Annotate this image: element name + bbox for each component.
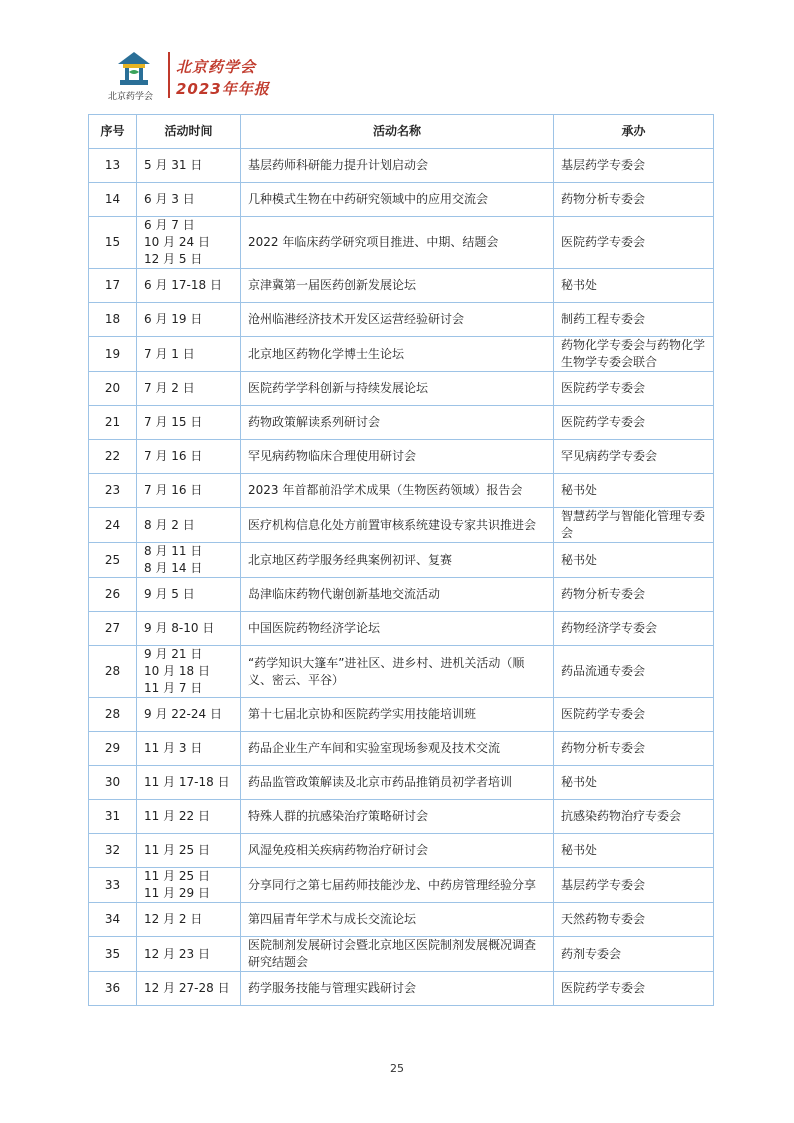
table-row [89, 612, 714, 646]
row-event-name: 药品企业生产车间和实验室现场参观及技术交流 [241, 732, 554, 766]
row-number: 15 [89, 217, 137, 269]
row-number: 17 [89, 269, 137, 303]
page-header [104, 46, 304, 104]
row-event-name: 2023 年首都前沿学术成果（生物医药领域）报告会 [241, 474, 554, 508]
society-logo-icon [114, 50, 154, 88]
row-number: 31 [89, 800, 137, 834]
row-event-name: “药学知识大篷车”进社区、进乡村、进机关活动（顺义、密云、平谷） [241, 646, 554, 698]
row-event-name: 2022 年临床药学研究项目推进、中期、结题会 [241, 217, 554, 269]
row-date: 7 月 15 日 [137, 406, 241, 440]
row-date [137, 543, 241, 578]
row-host: 药物分析专委会 [554, 578, 714, 612]
row-number: 34 [89, 903, 137, 937]
header-divider [168, 52, 170, 98]
row-event-name: 分享同行之第七届药师技能沙龙、中药房管理经验分享 [241, 868, 554, 903]
row-event-name: 中国医院药物经济学论坛 [241, 612, 554, 646]
table-row [89, 149, 714, 183]
table-row [89, 868, 714, 903]
row-date: 6 月 17-18 日 [137, 269, 241, 303]
row-date: 9 月 5 日 [137, 578, 241, 612]
table-row [89, 698, 714, 732]
row-host: 药剂专委会 [554, 937, 714, 972]
row-number: 20 [89, 372, 137, 406]
row-event-name: 第十七届北京协和医院药学实用技能培训班 [241, 698, 554, 732]
row-host: 医院药学专委会 [554, 372, 714, 406]
row-host: 智慧药学与智能化管理专委会 [554, 508, 714, 543]
row-event-name: 药学服务技能与管理实践研讨会 [241, 972, 554, 1006]
table-row [89, 800, 714, 834]
row-date: 11 月 17-18 日 [137, 766, 241, 800]
table-row [89, 543, 714, 578]
row-host: 秘书处 [554, 269, 714, 303]
row-date-line: 11 月 29 日 [144, 886, 210, 900]
row-date-line: 6 月 7 日 [144, 218, 195, 232]
row-date: 5 月 31 日 [137, 149, 241, 183]
row-host: 药物分析专委会 [554, 732, 714, 766]
table-row [89, 578, 714, 612]
row-number: 23 [89, 474, 137, 508]
row-date-line: 12 月 5 日 [144, 252, 203, 266]
table-row [89, 183, 714, 217]
row-date: 7 月 16 日 [137, 474, 241, 508]
row-event-name: 风湿免疫相关疾病药物治疗研讨会 [241, 834, 554, 868]
row-date-line: 11 月 25 日 [144, 869, 210, 883]
header-host: 承办 [554, 115, 714, 149]
row-host: 天然药物专委会 [554, 903, 714, 937]
row-host: 医院药学专委会 [554, 406, 714, 440]
table-row [89, 834, 714, 868]
row-event-name: 罕见病药物临床合理使用研讨会 [241, 440, 554, 474]
row-event-name: 医院制剂发展研讨会暨北京地区医院制剂发展概况调查研究结题会 [241, 937, 554, 972]
table-header-row [89, 115, 714, 149]
row-date: 7 月 1 日 [137, 337, 241, 372]
row-date [137, 868, 241, 903]
table-row [89, 217, 714, 269]
header-seq: 序号 [89, 115, 137, 149]
page-number: 25 [390, 1062, 404, 1075]
row-date: 11 月 22 日 [137, 800, 241, 834]
row-host: 医院药学专委会 [554, 698, 714, 732]
row-number: 14 [89, 183, 137, 217]
table-row [89, 903, 714, 937]
table-row [89, 372, 714, 406]
header-date: 活动时间 [137, 115, 241, 149]
row-number: 32 [89, 834, 137, 868]
row-host: 抗感染药物治疗专委会 [554, 800, 714, 834]
row-event-name: 京津冀第一届医药创新发展论坛 [241, 269, 554, 303]
row-host: 医院药学专委会 [554, 972, 714, 1006]
row-host: 罕见病药学专委会 [554, 440, 714, 474]
row-date-line: 10 月 24 日 [144, 235, 210, 249]
row-host: 医院药学专委会 [554, 217, 714, 269]
row-date-line: 9 月 21 日 [144, 647, 203, 661]
table-row [89, 766, 714, 800]
row-event-name: 岛津临床药物代谢创新基地交流活动 [241, 578, 554, 612]
row-date: 6 月 19 日 [137, 303, 241, 337]
row-event-name: 特殊人群的抗感染治疗策略研讨会 [241, 800, 554, 834]
row-date: 12 月 23 日 [137, 937, 241, 972]
row-date [137, 646, 241, 698]
row-date: 9 月 22-24 日 [137, 698, 241, 732]
row-host: 制药工程专委会 [554, 303, 714, 337]
table-row [89, 732, 714, 766]
row-number: 25 [89, 543, 137, 578]
row-date: 9 月 8-10 日 [137, 612, 241, 646]
row-number: 29 [89, 732, 137, 766]
row-number: 27 [89, 612, 137, 646]
row-host: 药物分析专委会 [554, 183, 714, 217]
row-number: 18 [89, 303, 137, 337]
row-number: 36 [89, 972, 137, 1006]
row-number: 21 [89, 406, 137, 440]
row-number: 28 [89, 698, 137, 732]
row-date [137, 217, 241, 269]
table-row [89, 508, 714, 543]
row-event-name: 医院药学学科创新与持续发展论坛 [241, 372, 554, 406]
row-date: 6 月 3 日 [137, 183, 241, 217]
row-event-name: 医疗机构信息化处方前置审核系统建设专家共识推进会 [241, 508, 554, 543]
row-date: 11 月 3 日 [137, 732, 241, 766]
table-row [89, 303, 714, 337]
row-host: 药物经济学专委会 [554, 612, 714, 646]
row-number: 19 [89, 337, 137, 372]
row-event-name: 北京地区药物化学博士生论坛 [241, 337, 554, 372]
row-event-name: 药品监管政策解读及北京市药品推销员初学者培训 [241, 766, 554, 800]
row-date: 8 月 2 日 [137, 508, 241, 543]
table-row [89, 440, 714, 474]
table-row [89, 406, 714, 440]
row-event-name: 基层药师科研能力提升计划启动会 [241, 149, 554, 183]
row-event-name: 北京地区药学服务经典案例初评、复赛 [241, 543, 554, 578]
row-host: 基层药学专委会 [554, 149, 714, 183]
row-number: 24 [89, 508, 137, 543]
row-number: 13 [89, 149, 137, 183]
table-row [89, 269, 714, 303]
row-number: 30 [89, 766, 137, 800]
report-title: 北京药学会 [176, 58, 257, 76]
row-number: 35 [89, 937, 137, 972]
row-host: 基层药学专委会 [554, 868, 714, 903]
row-number: 33 [89, 868, 137, 903]
logo-caption: 北京药学会 [108, 92, 154, 102]
row-event-name: 药物政策解读系列研讨会 [241, 406, 554, 440]
row-host: 秘书处 [554, 834, 714, 868]
table-row [89, 937, 714, 972]
row-event-name: 几种模式生物在中药研究领域中的应用交流会 [241, 183, 554, 217]
row-date: 12 月 2 日 [137, 903, 241, 937]
row-event-name: 第四届青年学术与成长交流论坛 [241, 903, 554, 937]
row-host: 秘书处 [554, 766, 714, 800]
row-number: 28 [89, 646, 137, 698]
header-name: 活动名称 [241, 115, 554, 149]
table-row [89, 972, 714, 1006]
row-date-line: 8 月 11 日 [144, 544, 203, 558]
row-date: 7 月 16 日 [137, 440, 241, 474]
row-date-line: 11 月 7 日 [144, 681, 203, 695]
row-number: 26 [89, 578, 137, 612]
row-date: 7 月 2 日 [137, 372, 241, 406]
table-row [89, 337, 714, 372]
row-date: 12 月 27-28 日 [137, 972, 241, 1006]
row-date-line: 8 月 14 日 [144, 561, 203, 575]
row-host: 秘书处 [554, 543, 714, 578]
row-event-name: 沧州临港经济技术开发区运营经验研讨会 [241, 303, 554, 337]
row-date-line: 10 月 18 日 [144, 664, 210, 678]
events-table [88, 114, 714, 1006]
row-host: 秘书处 [554, 474, 714, 508]
table-row [89, 646, 714, 698]
row-number: 22 [89, 440, 137, 474]
row-host: 药物化学专委会与药物化学生物学专委会联合 [554, 337, 714, 372]
row-host: 药品流通专委会 [554, 646, 714, 698]
row-date: 11 月 25 日 [137, 834, 241, 868]
table-row [89, 474, 714, 508]
report-subtitle: 2023年年报 [176, 80, 270, 98]
